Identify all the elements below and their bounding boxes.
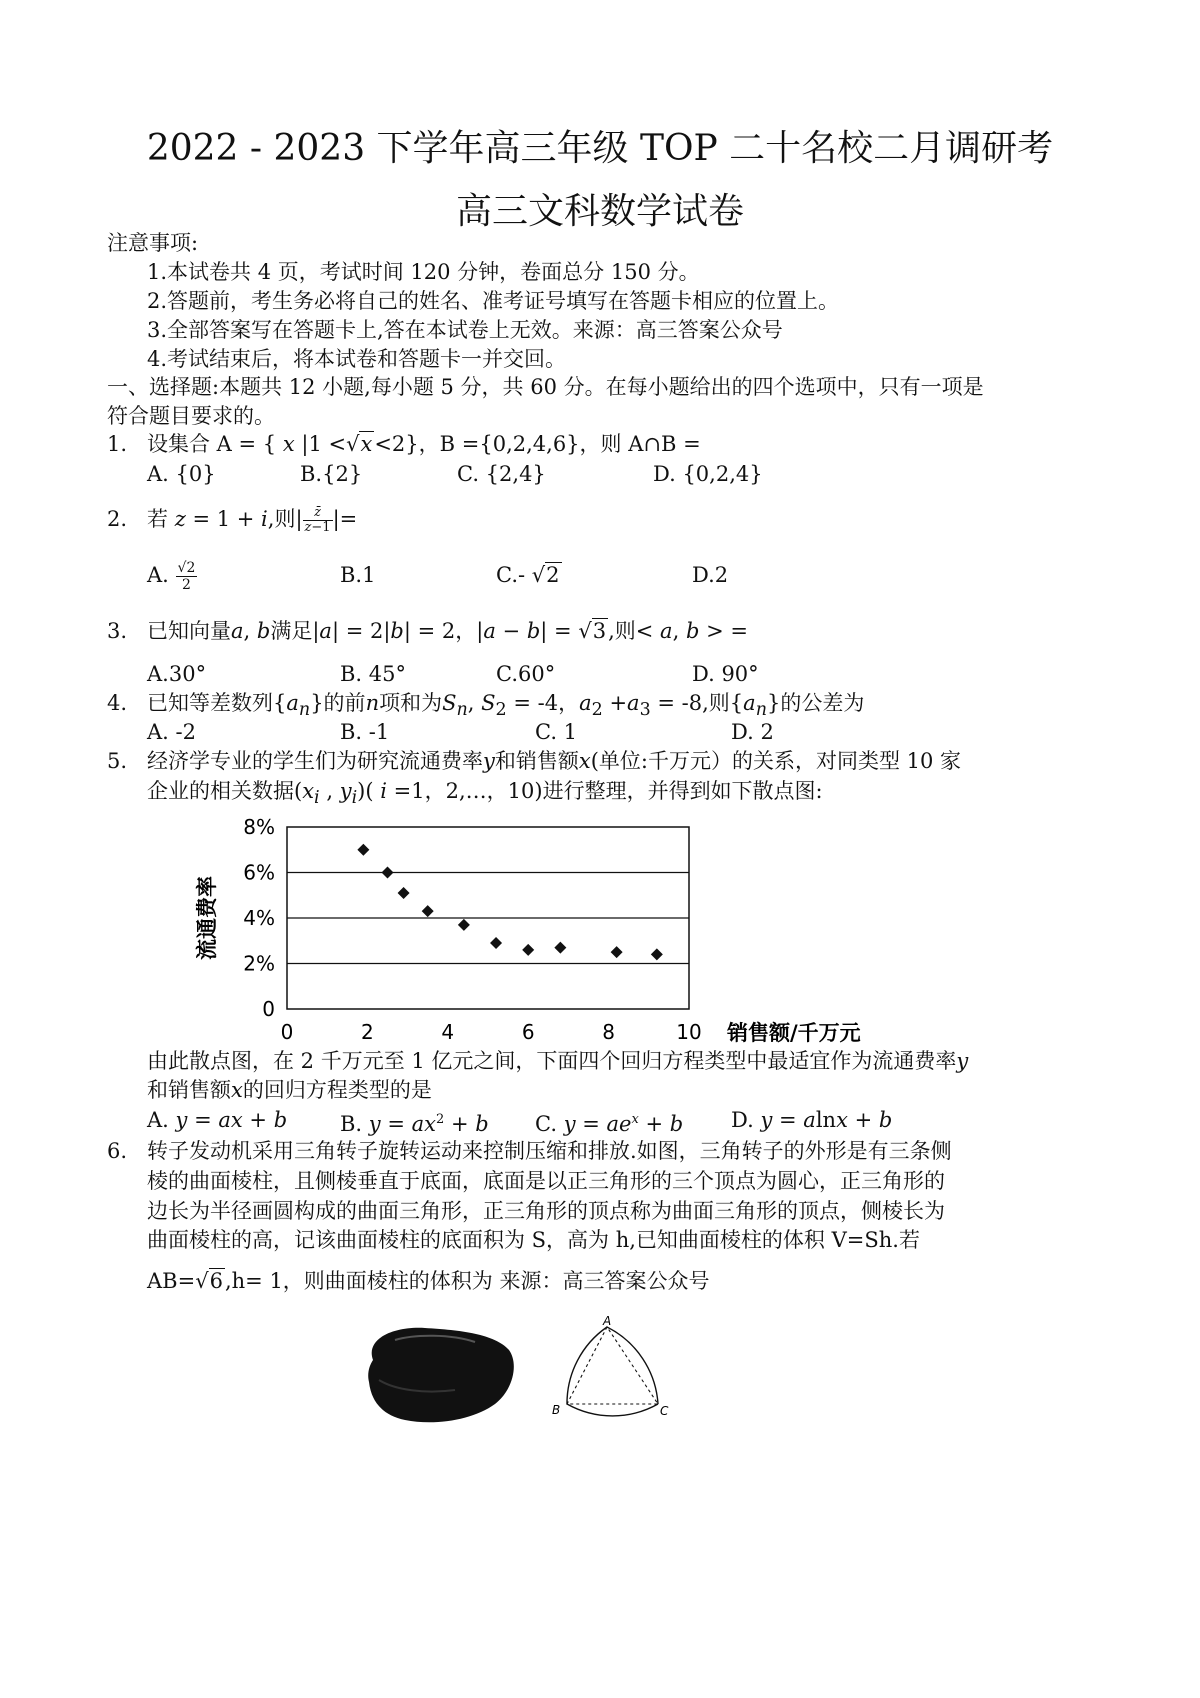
option-c: C. {2,4} xyxy=(457,462,546,486)
question-number: 4. xyxy=(107,691,128,715)
data-point xyxy=(490,937,502,949)
x-tick-label: 2 xyxy=(361,1020,374,1044)
option-c: C.60° xyxy=(496,662,556,686)
vertex-label-b: B xyxy=(552,1403,561,1417)
chart-grid xyxy=(287,873,689,964)
option-b: B. 45° xyxy=(340,662,407,686)
question-number: 5. xyxy=(107,749,128,773)
option-d: D. 90° xyxy=(692,662,759,686)
option-a: A.30° xyxy=(147,662,207,686)
option-b: B.1 xyxy=(340,563,376,587)
y-axis-label: 流通费率 xyxy=(195,876,219,960)
y-tick-label: 4% xyxy=(243,906,275,930)
note-item: 1.本试卷共 4 页，考试时间 120 分钟，卷面总分 150 分。 xyxy=(147,260,700,284)
reuleaux-triangle-figure xyxy=(540,1315,700,1425)
data-point xyxy=(398,887,410,899)
x-tick-label: 0 xyxy=(280,1020,294,1044)
question-number: 1. xyxy=(107,432,128,456)
scatter-chart xyxy=(180,812,900,1052)
y-tick-label: 0 xyxy=(262,997,275,1021)
section-header-line: 一、选择题:本题共 12 小题,每小题 5 分，共 60 分。在每小题给出的四个选项中，只有一项是 xyxy=(107,375,984,399)
option-d: D. y = alnx + b xyxy=(731,1108,893,1132)
question-5-after-line1: 由此散点图，在 2 千万元至 1 亿元之间，下面四个回归方程类型中最适宜作为流通费率y xyxy=(147,1049,969,1073)
x-tick-label: 8 xyxy=(602,1020,615,1044)
y-tick-labels xyxy=(243,815,275,1021)
data-point xyxy=(651,948,663,960)
data-point xyxy=(611,946,623,958)
option-a: A. -2 xyxy=(147,720,196,744)
question-number: 3. xyxy=(107,619,128,643)
exam-title: 2022 - 2023 下学年高三年级 TOP 二十名校二月调研考 xyxy=(146,128,1054,169)
data-point xyxy=(522,944,534,956)
x-tick-label: 10 xyxy=(676,1020,702,1044)
option-b: B. $y = ax^2 + b$ xyxy=(340,1112,489,1136)
data-point xyxy=(382,867,394,879)
section-header-line: 符合题目要求的。 xyxy=(107,404,275,428)
option-c: C. $y = ae^x + b$ xyxy=(535,1112,684,1136)
data-point xyxy=(422,905,434,917)
option-a: A. y = ax + b xyxy=(147,1108,288,1132)
option-a: A. {0} xyxy=(147,462,216,486)
option-b: B. -1 xyxy=(340,720,390,744)
question-6-line: 边长为半径画圆构成的曲面三角形，正三角形的顶点称为曲面三角形的顶点，侧棱长为 xyxy=(147,1199,945,1223)
x-tick-label: 6 xyxy=(521,1020,535,1044)
question-6-line: 曲面棱柱的高，记该曲面棱柱的底面积为 S，高为 h,已知曲面棱柱的体积 V=Sh.若 xyxy=(147,1228,920,1252)
option-c: C. 1 xyxy=(535,720,578,744)
data-points xyxy=(357,844,662,961)
note-item: 2.答题前，考生务必将自己的姓名、准考证号填写在答题卡相应的位置上。 xyxy=(147,289,840,313)
option-d: D.2 xyxy=(692,563,729,587)
note-item: 3.全部答案写在答题卡上,答在本试卷上无效。来源：高三答案公众号 xyxy=(147,318,783,342)
question-4-stem: 已知等差数列$\{a_n\}$的前n项和为$S_n$, $S_2 = -4$，$a_2 +a_3 = -8$,则$\{a_n\}$的公差为 xyxy=(147,691,865,721)
question-number: 6. xyxy=(107,1139,128,1163)
question-2-stem: 若 z = 1 + i,则| $\frac{z̄}{z-1}$ |= xyxy=(147,505,358,535)
x-tick-labels xyxy=(281,1020,702,1044)
note-item: 4.考试结束后，将本试卷和答题卡一并交回。 xyxy=(147,347,567,371)
question-5-stem-line2: 企业的相关数据($x_i$ , $y_i$)( i =1，2,…，10)进行整理，并得到如下散点图: xyxy=(147,779,823,809)
data-point xyxy=(458,919,470,931)
y-tick-label: 8% xyxy=(243,815,275,839)
option-a: A. $\frac{√2}{2}$ xyxy=(147,560,196,593)
question-1-stem: 设集合 A = { x |1 <√x<2}，B ={0,2,4,6}，则 A∩B = xyxy=(147,432,701,456)
option-b: B.{2} xyxy=(300,462,363,486)
x-axis-label: 销售额/千万元 xyxy=(727,1021,861,1045)
y-tick-label: 2% xyxy=(243,951,275,976)
option-c: C.- √2 xyxy=(496,563,560,587)
question-6-line: 棱的曲面棱柱，且侧棱垂直于底面，底面是以正三角形的三个顶点为圆心，正三角形的 xyxy=(147,1169,945,1193)
question-number: 2. xyxy=(107,507,128,531)
question-6-line: 转子发动机采用三角转子旋转运动来控制压缩和排放.如图，三角转子的外形是有三条侧 xyxy=(147,1139,952,1163)
option-d: D. {0,2,4} xyxy=(653,462,763,486)
y-tick-label: 6% xyxy=(243,860,275,885)
x-tick-label: 4 xyxy=(441,1020,455,1044)
option-d: D. 2 xyxy=(731,720,774,744)
question-3-stem: 已知向量a, b满足|a| = 2|b| = 2，|a − b| = √3,则< a, b > = xyxy=(147,619,748,643)
data-point xyxy=(357,844,369,856)
question-6-last-line: AB=√6,h= 1，则曲面棱柱的体积为 来源：高三答案公众号 xyxy=(147,1269,710,1293)
data-point xyxy=(554,942,566,954)
notes-heading: 注意事项: xyxy=(107,231,199,255)
vertex-label-c: C xyxy=(660,1404,669,1418)
question-5-stem: 经济学专业的学生们为研究流通费率y和销售额x(单位:千万元）的关系，对同类型 10 家 xyxy=(147,749,962,773)
vertex-label-a: A xyxy=(603,1315,612,1328)
rotor-photo xyxy=(355,1320,520,1430)
question-5-after-line2: 和销售额x的回归方程类型的是 xyxy=(147,1078,432,1102)
exam-subtitle: 高三文科数学试卷 xyxy=(455,191,744,232)
